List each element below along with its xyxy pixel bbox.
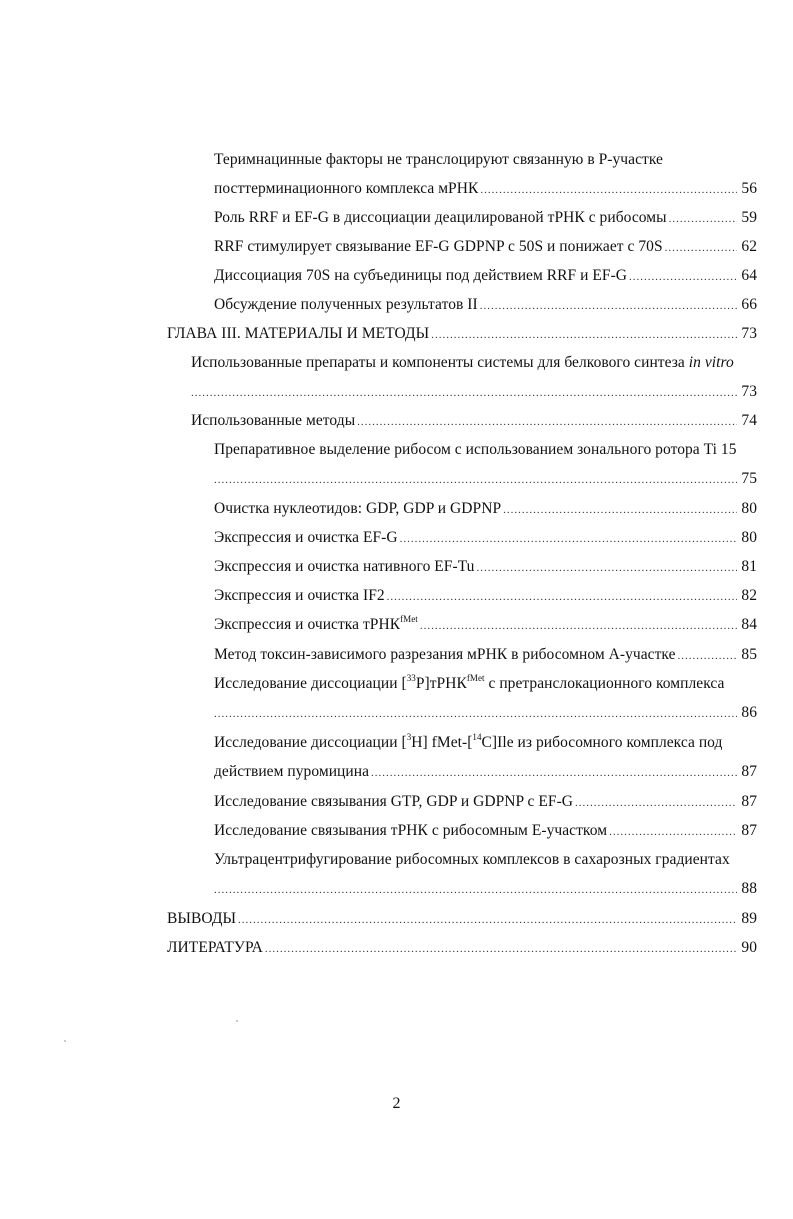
toc-entry-title: Ультрацентрифугирование рибосомных комплексов в сахарозных градиентах xyxy=(214,851,730,868)
toc-page-number: 80 xyxy=(741,500,757,517)
toc-page-number: 87 xyxy=(741,793,757,810)
toc-page-number: 66 xyxy=(741,296,757,313)
toc-entry-title: Экспрессия и очистка IF2 xyxy=(214,587,385,604)
toc-page-number: 73 xyxy=(741,383,757,400)
toc-page-number: 73 xyxy=(741,325,757,342)
toc-leader-dots xyxy=(214,470,737,490)
toc-entry xyxy=(214,237,757,258)
toc-leader-dots xyxy=(214,880,737,900)
toc-page-number: 87 xyxy=(741,763,757,780)
toc-entry-title: ГЛАВА III. МАТЕРИАЛЫ И МЕТОДЫ xyxy=(167,325,430,342)
toc-leader-dots xyxy=(503,500,737,520)
toc-entry xyxy=(214,821,757,842)
toc-entry xyxy=(191,353,757,403)
toc-entry-title: Экспрессия и очистка нативного EF-Tu xyxy=(214,558,475,575)
toc-leader-dots xyxy=(191,383,737,403)
toc-page-number: 85 xyxy=(741,646,757,663)
toc-entry xyxy=(214,615,757,636)
toc-page-number: 90 xyxy=(741,939,757,956)
toc-entry-title-continued: посттерминационного комплекса мРНК xyxy=(214,180,479,197)
toc-section-entry xyxy=(191,411,757,432)
toc-entry-title: Обсуждение полученных результатов II xyxy=(214,296,478,313)
toc-leader-dots xyxy=(476,558,737,578)
toc-entry xyxy=(214,645,757,666)
toc-entry-title: Исследование диссоциации [$^{33}$P]тРНК$^{fMet}$ с претранслокационного комплекса xyxy=(214,673,725,692)
toc-entry xyxy=(214,208,757,229)
toc-leader-dots xyxy=(238,910,737,930)
toc-entry-title: Диссоциация 70S на субъединицы под действием RRF и EF-G xyxy=(214,267,628,284)
superscript: fMet xyxy=(466,673,485,683)
toc-page-number: 80 xyxy=(741,529,757,546)
toc-entry-title: Исследование связывания GTP, GDP и GDPNP с EF-G xyxy=(214,793,574,810)
toc-entry-title: Теримнацинные факторы не транслоцируют связанную в Р-участке xyxy=(214,151,663,168)
toc-page-number: 84 xyxy=(741,616,757,633)
toc-page-number: 75 xyxy=(741,470,757,487)
toc-entry-title: Метод токсин-зависимого разрезания мРНК в рибосомном А-участке xyxy=(214,646,676,663)
superscript: 14 xyxy=(472,732,482,742)
toc-page-number: 64 xyxy=(741,267,757,284)
toc-entry-title: Экспрессия и очистка тРНК$^{fMet}$ xyxy=(214,614,418,633)
toc-leader-dots xyxy=(420,616,737,636)
superscript: 3 xyxy=(406,732,412,742)
scan-speck xyxy=(64,1040,66,1042)
toc-leader-dots xyxy=(609,822,737,842)
toc-leader-dots xyxy=(214,704,737,724)
toc-entry-title: Очистка нуклеотидов: GDP, GDP и GDPNP xyxy=(214,500,502,517)
toc-entry-title: Экспрессия и очистка EF-G xyxy=(214,529,398,546)
toc-leader-dots xyxy=(357,412,737,432)
toc-entry xyxy=(214,733,757,783)
toc-page-number: 86 xyxy=(741,704,757,721)
toc-entry xyxy=(214,557,757,578)
toc-entry-title: Использованные методы xyxy=(191,412,356,429)
page-number: 2 xyxy=(392,1095,401,1112)
toc-chapter-entry xyxy=(167,909,757,930)
toc-page-number: 88 xyxy=(741,880,757,897)
toc-entry xyxy=(214,586,757,607)
toc-page-number: 59 xyxy=(741,209,757,226)
toc-leader-dots xyxy=(480,296,737,316)
toc-entry xyxy=(214,850,757,900)
toc-page-number: 74 xyxy=(741,412,757,429)
in-vitro-italic: in vitro xyxy=(688,354,734,371)
toc-entry xyxy=(214,440,757,490)
toc-entry-title: Исследование диссоциации [$^3$H] fMet-[$^{14}$C]Ile из рибосомного комплекса под xyxy=(214,732,723,751)
toc-entry xyxy=(214,150,757,200)
superscript: fMet xyxy=(400,614,418,624)
toc-page-number: 89 xyxy=(741,910,757,927)
toc-leader-dots xyxy=(371,763,737,783)
toc-page-number: 56 xyxy=(741,180,757,197)
toc-leader-dots xyxy=(575,793,737,813)
toc-leader-dots xyxy=(400,529,737,549)
toc-entry xyxy=(214,674,757,724)
toc-entry xyxy=(214,528,757,549)
toc-leader-dots xyxy=(265,939,737,959)
toc-leader-dots xyxy=(480,180,737,200)
toc-entry-title: Использованные препараты и компоненты системы для белкового синтеза in vitro xyxy=(191,354,734,371)
toc-entry-title: ВЫВОДЫ xyxy=(167,910,237,927)
toc-leader-dots xyxy=(431,325,737,345)
toc-chapter-entry xyxy=(167,324,757,345)
toc-page-number: 87 xyxy=(741,822,757,839)
toc-entry-title: Исследование связывания тРНК с рибосомным Е-участком xyxy=(214,822,608,839)
toc-entry xyxy=(214,792,757,813)
toc-page-number: 62 xyxy=(741,238,757,255)
toc-leader-dots xyxy=(665,238,737,258)
toc-entry-title: RRF стимулирует связывание EF-G GDPNP с 50S и понижает с 70S xyxy=(214,238,663,255)
toc-entry xyxy=(214,266,757,287)
toc-entry-title: ЛИТЕРАТУРА xyxy=(167,939,263,956)
toc-entry-title: Препаративное выделение рибосом с использованием зонального ротора Ti 15 xyxy=(214,441,737,458)
superscript: 33 xyxy=(406,673,416,683)
scan-speck xyxy=(236,1020,238,1022)
toc-page-number: 82 xyxy=(741,587,757,604)
toc-leader-dots xyxy=(387,587,737,607)
toc-page-number: 81 xyxy=(741,558,757,575)
toc-leader-dots xyxy=(629,267,737,287)
toc-chapter-entry xyxy=(167,938,757,959)
toc-entry xyxy=(214,499,757,520)
toc-entry xyxy=(214,295,757,316)
toc-leader-dots xyxy=(678,646,737,666)
toc-entry-title: Роль RRF и EF-G в диссоциации деацилированой тРНК с рибосомы xyxy=(214,209,667,226)
toc-entry-title-continued: действием пуромицина xyxy=(214,763,370,780)
toc-leader-dots xyxy=(669,209,737,229)
